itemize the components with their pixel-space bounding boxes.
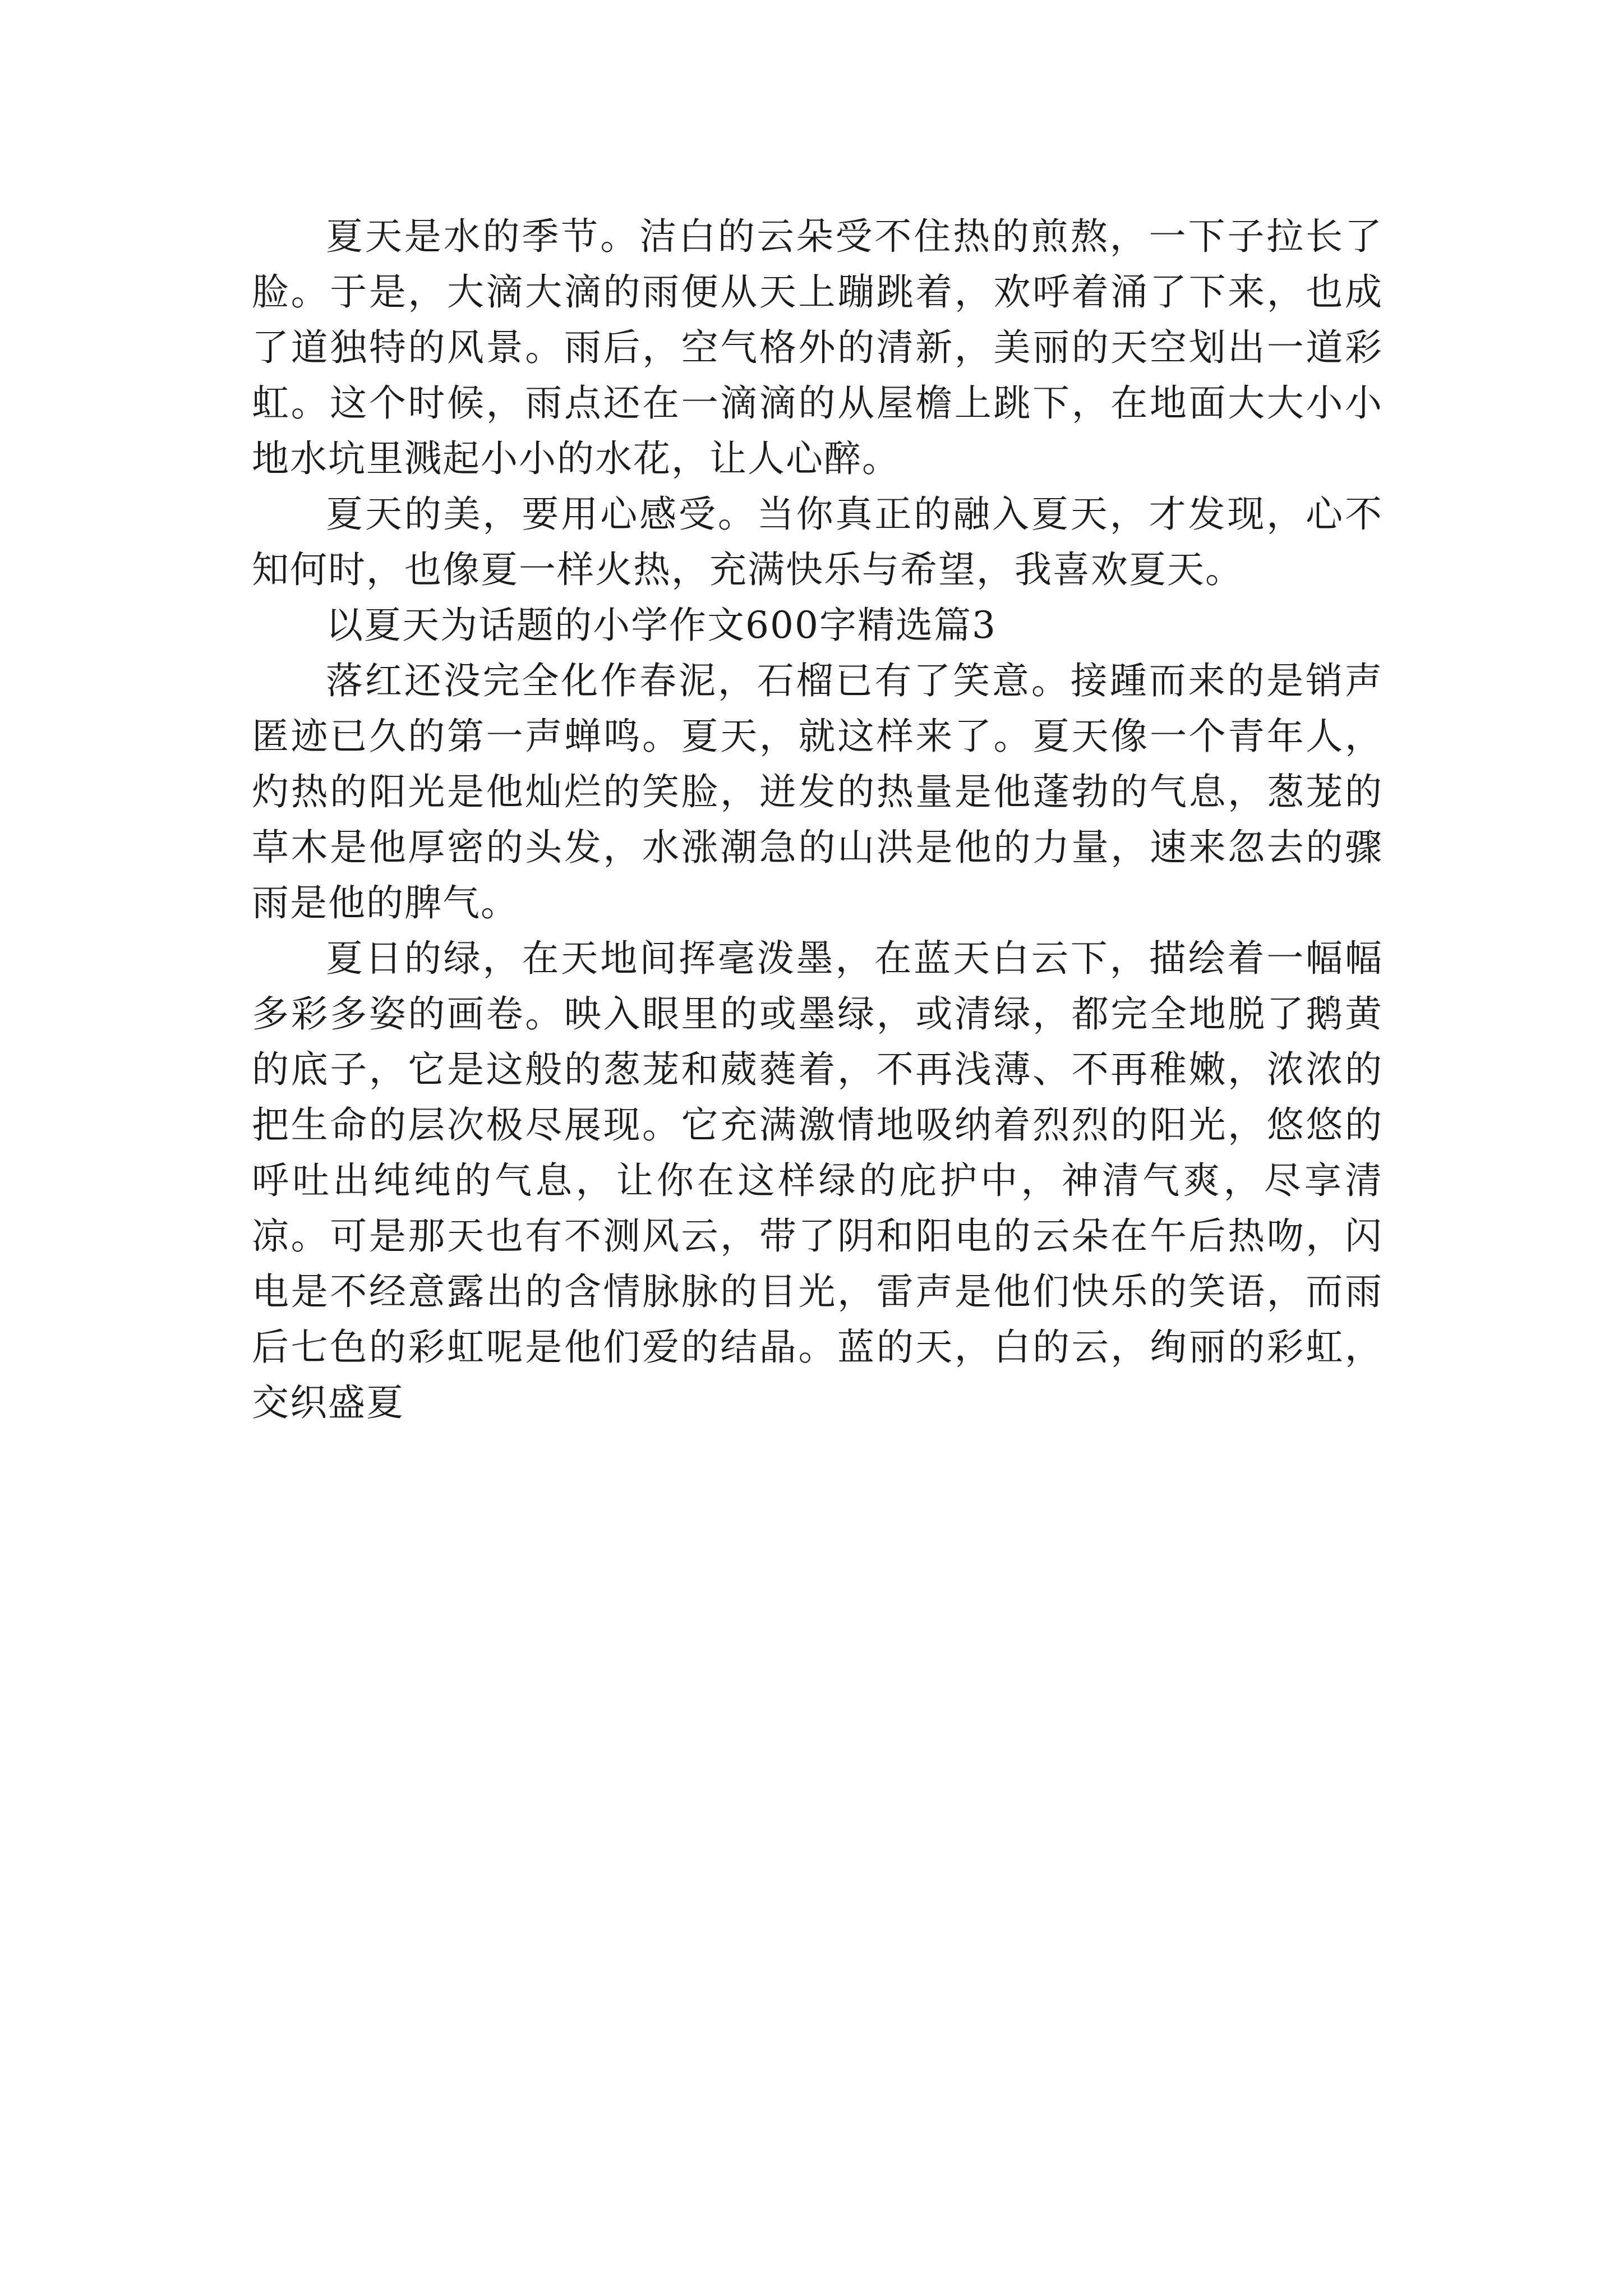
- section-heading: 以夏天为话题的小学作文600字精选篇3: [326, 604, 997, 647]
- paragraph-summer-arrives: 落红还没完全化作春泥，石榴已有了笑意。接踵而来的是销声匿迹已久的第一声蝉鸣。夏天，就这样来了。夏天像一个青年人，灼热的阳光是他灿烂的笑脸，迸发的热量是他蓬勃的气息，葱茏的草木是他厚密的头发，水涨潮急的山洪是他的力量，速来忽去的骤雨是他的脾气。: [252, 659, 1383, 924]
- paragraph-summer-green: 夏日的绿，在天地间挥毫泼墨，在蓝天白云下，描绘着一幅幅多彩多姿的画卷。映入眼里的或墨绿，或清绿，都完全地脱了鹅黄的底子，它是这般的葱茏和葳蕤着，不再浅薄、不再稚嫩，浓浓的把生命的层次极尽展现。它充满激情地吸纳着烈烈的阳光，悠悠的呼吐出纯纯的气息，让你在这样绿的庇护中，神清气爽，尽享清凉。可是那天也有不测风云，带了阴和阳电的云朵在午后热吻，闪电是不经意露出的含情脉脉的目光，雷声是他们快乐的笑语，而雨后七色的彩虹呢是他们爱的结晶。蓝的天，白的云，绚丽的彩虹，交织盛夏: [252, 937, 1383, 1424]
- paragraph-summer-water-season: 夏天是水的季节。洁白的云朵受不住热的煎熬，一下子拉长了脸。于是，大滴大滴的雨便从天上蹦跳着，欢呼着涌了下来，也成了道独特的风景。雨后，空气格外的清新，美丽的天空划出一道彩虹。这个时候，雨点还在一滴滴的从屋檐上跳下，在地面大大小小地水坑里溅起小小的水花，让人心醉。: [252, 215, 1383, 480]
- document-body: [252, 209, 1383, 1430]
- paragraph-summer-beauty: 夏天的美，要用心感受。当你真正的融入夏天，才发现，心不知何时，也像夏一样火热，充满快乐与希望，我喜欢夏天。: [252, 493, 1383, 591]
